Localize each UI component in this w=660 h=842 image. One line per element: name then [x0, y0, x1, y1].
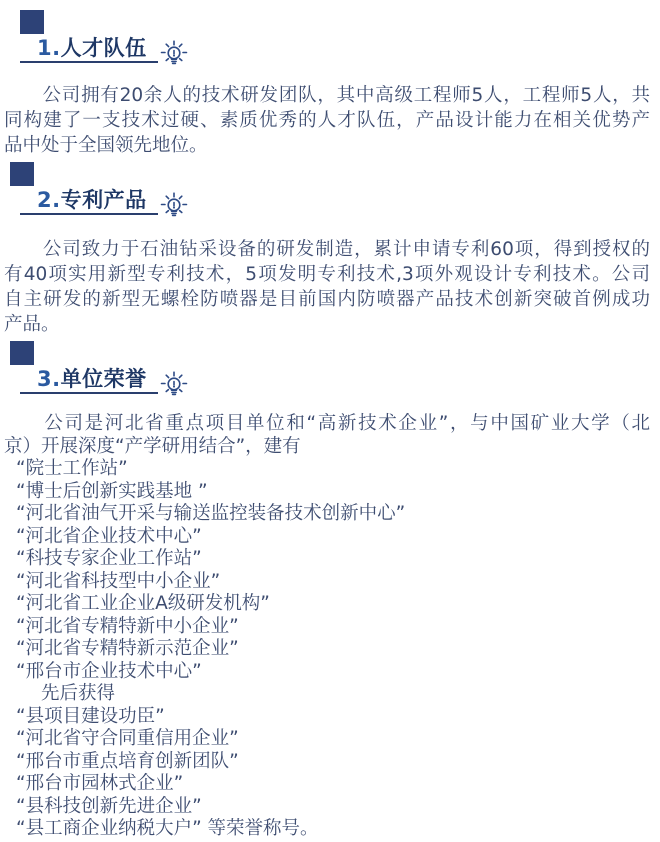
section-title [37, 37, 147, 59]
header-underline [20, 213, 158, 215]
section-title [37, 368, 147, 390]
text-line: “县工商企业纳税大户” 等荣誉称号。 [16, 818, 319, 839]
section-title [37, 189, 147, 211]
text-line: 京）开展深度“产学研用结合”，建有 [4, 435, 301, 457]
section-header [0, 189, 660, 211]
lightbulb-icon [156, 369, 192, 405]
text-line: 公司致力于石油钻采设备的研发制造，累计申请专利60项，得到授权的 [4, 239, 650, 260]
section-title-text: 人才队伍 [60, 36, 147, 60]
section-number: 2. [37, 188, 61, 212]
patent-paragraph [4, 237, 650, 337]
section-number: 3. [37, 367, 61, 391]
lightbulb-icon [156, 190, 192, 226]
text-line: 同构建了一支技术过硬、素质优秀的人才队伍，产品设计能力在相关优势产 [4, 110, 650, 131]
section-title-text: 单位荣誉 [60, 367, 147, 391]
section-marker-square [10, 162, 34, 186]
section-talent-team [0, 10, 660, 158]
section-title-text: 专利产品 [60, 188, 147, 212]
text-line: 有40项实用新型专利技术，5项发明专利技术,3项外观设计专利技术。公司 [4, 264, 650, 285]
section-marker-square [20, 10, 44, 34]
text-line: “河北省专精特新示范企业” [16, 638, 239, 659]
text-line: 自主研发的新型无螺栓防喷器是目前国内防喷器产品技术创新突破首例成功 [4, 289, 650, 310]
section-header [0, 368, 660, 390]
text-line: “河北省企业技术中心” [16, 525, 202, 547]
text-line: “邢台市重点培育创新团队” [16, 750, 239, 772]
section-patent-products [0, 162, 660, 337]
text-line: 品中处于全国领先地位。 [4, 135, 208, 156]
text-line: 公司拥有20余人的技术研发团队，其中高级工程师5人，工程师5人，共 [4, 85, 650, 106]
text-line: “河北省专精特新中小企业” [16, 615, 239, 637]
text-line: “科技专家企业工作站” [16, 548, 202, 569]
section-marker-square [10, 341, 34, 365]
text-line: 公司是河北省重点项目单位和“高新技术企业”，与中国矿业大学（北 [4, 413, 650, 434]
text-line: “河北省油气开采与输送监控装备技术创新中心” [16, 503, 406, 524]
text-line: 产品。 [4, 314, 60, 335]
section-honors [0, 341, 660, 841]
text-line: “县科技创新先进企业” [16, 795, 202, 817]
text-line: “邢台市企业技术中心” [16, 660, 202, 682]
text-line: “河北省科技型中小企业” [16, 570, 221, 592]
section-header [0, 37, 660, 59]
text-line: “县项目建设功臣” [16, 705, 165, 727]
header-underline [20, 392, 158, 394]
text-line: “河北省工业企业A级研发机构” [16, 593, 270, 614]
lightbulb-icon [156, 38, 192, 74]
section-number: 1. [37, 36, 61, 60]
text-line: “博士后创新实践基地 ” [16, 480, 208, 502]
text-line: 先后获得 [4, 683, 116, 704]
talent-paragraph [4, 83, 650, 158]
text-line: “河北省守合同重信用企业” [16, 728, 239, 749]
honors-paragraph [4, 413, 650, 841]
text-line: “邢台市园林式企业” [16, 773, 184, 794]
header-underline [20, 61, 158, 63]
text-line: “院士工作站” [16, 458, 128, 479]
